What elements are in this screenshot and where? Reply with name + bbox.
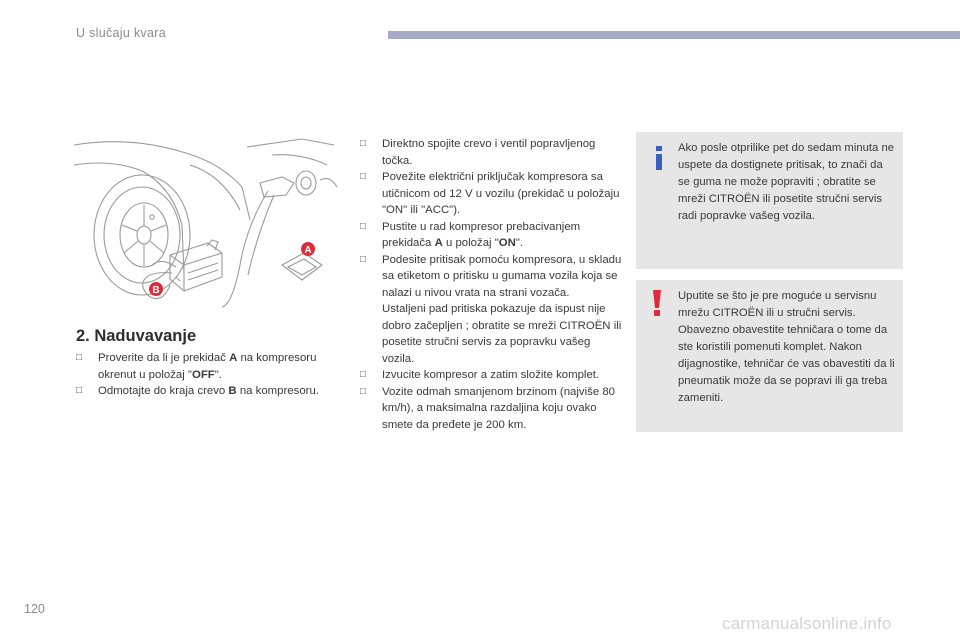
page-number: 120: [24, 602, 45, 616]
info-note-box: [636, 132, 903, 269]
checkbox-icon: □: [360, 385, 367, 397]
left-step-list: [76, 350, 346, 400]
exclamation-icon: [650, 290, 664, 316]
warning-note-box: [636, 280, 903, 432]
list-item: □ Povežite električni priključak kompresora sa utičnicom od 12 V u vozilu (prekidač u položaju "ON" ili "ACC").: [360, 171, 620, 216]
list-item: □ Odmotajte do kraja crevo B na kompresoru.: [76, 383, 346, 400]
info-note-text: Ako posle otprilike pet do sedam minuta ne uspete da dostignete pritisak, to znači da se guma ne može popraviti ; obratite se mreži CITROËN ili posetite stručni servis radi popravke vašeg vozila.: [678, 142, 895, 222]
checkbox-icon: □: [360, 369, 367, 380]
checkbox-icon: □: [76, 385, 83, 396]
callout-b: B: [152, 285, 160, 296]
list-item: □ Proverite da li je prekidač A na kompresoru okrenut u položaj "OFF".: [76, 352, 317, 381]
list-item: □ Podesite pritisak pomoću kompresora, u skladu sa etiketom o pritisku u gumama vozila koja se nalazi u nivou vrata na strani vozača. Ustaljeni pad pritiska pokazuje da ispust nije dobro začepljen ; obratite se mreži CITROËN ili posetite stručni servis za popravku vašeg vozila.: [360, 252, 622, 368]
continuation-text: Ustaljeni pad pritiska pokazuje da ispust nije dobro začepljen ; obratite se mreži CITROËN ili posetite stručni servis za popravku vašeg vozila.: [382, 303, 622, 365]
list-item: □ Direktno spojite crevo i ventil popravljenog točka.: [360, 138, 596, 167]
checkbox-icon: □: [360, 171, 367, 182]
watermark: carmanualsonline.info: [722, 614, 892, 633]
middle-step-list: [360, 136, 622, 433]
header-bar: [388, 31, 960, 39]
compressor-illustration: [72, 125, 342, 310]
checkbox-icon: □: [360, 253, 367, 265]
checkbox-icon: □: [360, 220, 367, 232]
list-item: □ Pustite u rad kompresor prebacivanjem prekidača A u položaj "ON".: [360, 220, 581, 249]
list-item: □ Izvucite kompresor a zatim složite komplet.: [360, 367, 622, 384]
checkbox-icon: □: [360, 138, 367, 149]
checkbox-icon: □: [76, 352, 83, 363]
list-item: □ Vozite odmah smanjenom brzinom (najviše 80 km/h), a maksimalna razdaljina koju ovako smete da pređete je 200 km.: [360, 385, 615, 431]
callout-a: A: [304, 245, 312, 256]
info-icon: [652, 146, 666, 170]
section-title: 2. Naduvavanje: [76, 327, 197, 345]
header-title: U slučaju kvara: [76, 26, 166, 40]
warning-note-text: Uputite se što je pre moguće u servisnu mrežu CITROËN ili u stručni servis. Obavezno obavestite tehničara o tome da ste koristili pomenuti komplet. Nakon dijagnostike, tehničar će vas obavestiti da li pneumatik može da se popravi ili ga treba zameniti.: [678, 290, 895, 404]
